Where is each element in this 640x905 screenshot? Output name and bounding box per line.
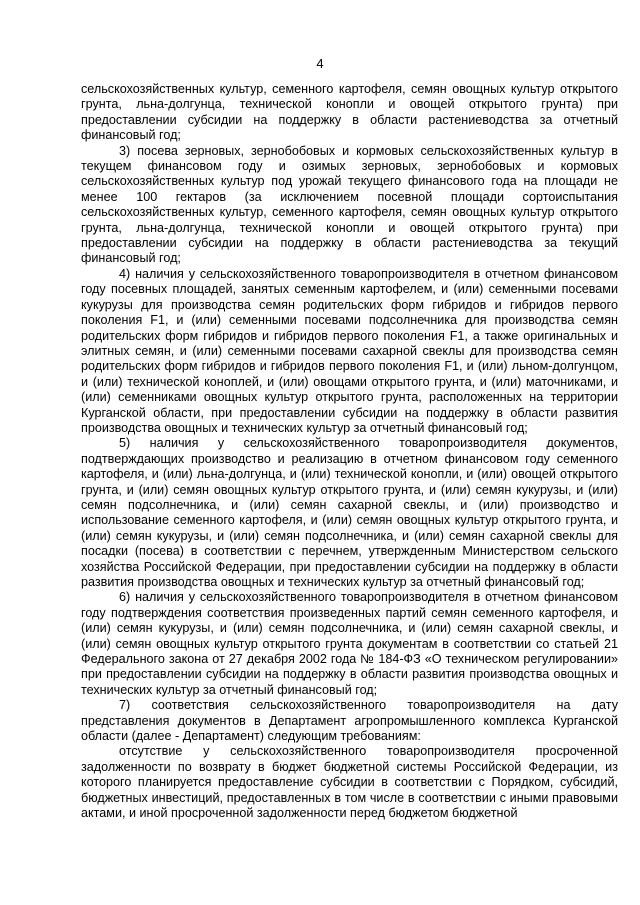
paragraph-5: 6) наличия у сельскохозяйственного товаропроизводителя в отчетном финансовом году подтверждения соответствия произведенных партий семян семенного картофеля, и (или) семян кукурузы, и (или) семян подсолнечника, и (или) семян сахарной свеклы, и (или) семян овощных культур открытого грунта документам в соответствии со статьей 21 Федерального закона от 27 декабря 2002 года № 184-ФЗ «О техническом регулировании» при предоставлении субсидии на поддержку в области развития производства овощных и технических культур за отчетный финансовый год; [81, 590, 618, 697]
paragraph-6: 7) соответствия сельскохозяйственного товаропроизводителя на дату представления документов в Департамент агропромышленного комплекса Курганской области (далее - Департамент) следующим требованиям: [81, 698, 618, 744]
paragraph-4: 5) наличия у сельскохозяйственного товаропроизводителя документов, подтверждающих производство и реализацию в отчетном финансовом году семенного картофеля, и (или) льна-долгунца, и (или) технической конопли, и (или) овощей открытого грунта, и (или) семян овощных культур открытого грунта, и (или) семян кукурузы, и (или) семян подсолнечника, и (или) семян сахарной свеклы, и (или) производство и использование семенного картофеля, и (или) семян овощных культур открытого грунта, и (или) семян кукурузы, и (или) семян подсолнечника, и (или) семян сахарной свеклы для посадки (посева) в соответствии с перечнем, утвержденным Министерством сельского хозяйства Российской Федерации, при предоставлении субсидии на поддержку в области развития производства овощных и технических культур за отчетный финансовый год; [81, 436, 618, 589]
paragraph-3: 4) наличия у сельскохозяйственного товаропроизводителя в отчетном финансовом году посевных площадей, занятых семенным картофелем, и (или) семенными посевами кукурузы для производства семян родительских форм гибридов и гибридов первого поколения F1, и (или) семенными посевами подсолнечника для производства семян родительских форм гибридов и гибридов первого поколения F1, а также оригинальных и элитных семян, и (или) семенными посевами сахарной свеклы для производства семян родительских форм гибридов и гибридов первого поколения F1, и (или) льном-долгунцом, и (или) технической коноплей, и (или) овощами открытого грунта, и (или) маточниками, и (или) семенниками овощных культур открытого грунта, расположенных на территории Курганской области, при предоставлении субсидии на поддержку в области развития производства овощных и технических культур за отчетный финансовый год; [81, 266, 618, 435]
paragraph-2: 3) посева зерновых, зернобобовых и кормовых сельскохозяйственных культур в текущем финансовом году и озимых зерновых, зернобобовых и кормовых сельскохозяйственных культур под урожай текущего финансового года на площади не менее 100 гектаров (за исключением посевной площади сортоиспытания сельскохозяйственных культур, семенного картофеля, семян овощных культур открытого грунта, льна-долгунца, технической конопли и овощей открытого грунта) при предоставлении субсидии на поддержку в области растениеводства за текущий финансовый год; [81, 143, 618, 266]
document-body [81, 82, 618, 822]
page-number: 4 [316, 56, 324, 71]
paragraph-1: сельскохозяйственных культур, семенного картофеля, семян овощных культур открытого грунта, льна-долгунца, технической конопли и овощей открытого грунта) при предоставлении субсидии на поддержку в области растениеводства за отчетный финансовый год; [81, 82, 618, 143]
paragraph-7: отсутствие у сельскохозяйственного товаропроизводителя просроченной задолженности по возврату в бюджет бюджетной системы Российской Федерации, из которого планируется предоставление субсидии в соответствии с Порядком, субсидий, бюджетных инвестиций, предоставленных в том числе в соответствии с иными правовыми актами, и иной просроченной задолженности перед бюджетом бюджетной [81, 744, 618, 821]
